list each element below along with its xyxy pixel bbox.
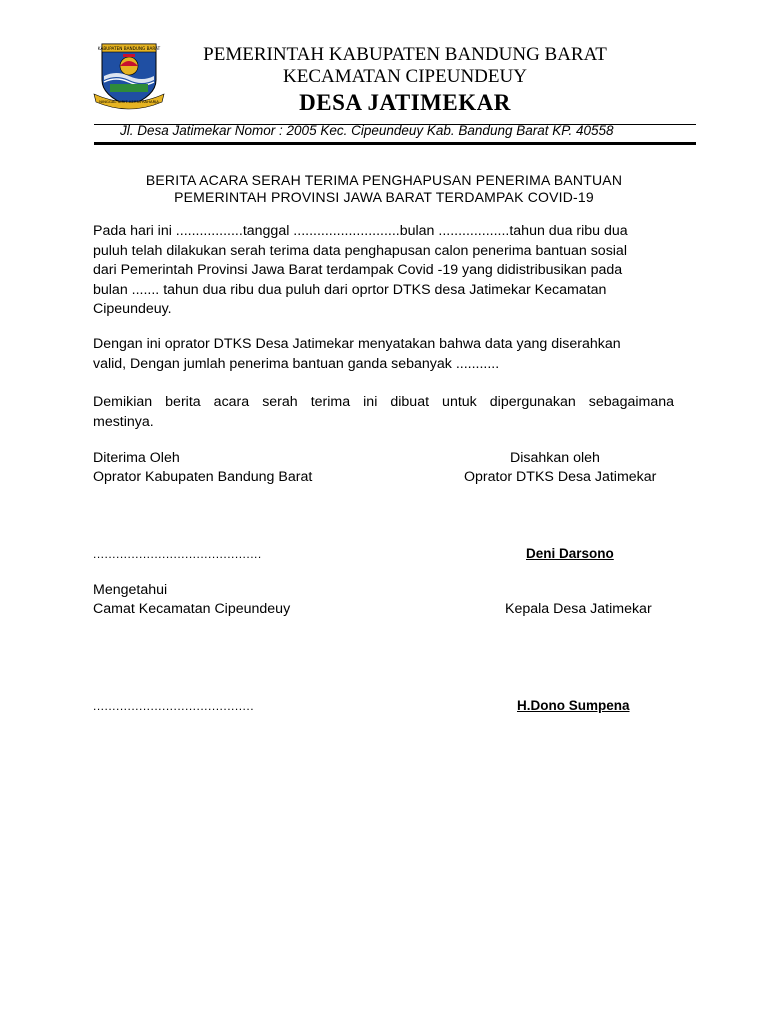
paragraph-3-line: mestinya. (93, 413, 154, 430)
paragraph-1-line: Pada hari ini .................tanggal ...........................bulan ..................tahun dua ribu dua (93, 223, 628, 239)
paragraph-3 (93, 393, 674, 432)
document-title-line-1: BERITA ACARA SERAH TERIMA PENGHAPUSAN PENERIMA BANTUAN (145, 172, 623, 188)
approved-by-role: Oprator DTKS Desa Jatimekar (464, 469, 657, 485)
paragraph-1-line: bulan ....... tahun dua ribu dua puluh dari oprtor DTKS desa Jatimekar Kecamatan (93, 281, 607, 298)
svg-text:KABUPATEN BANDUNG BARAT: KABUPATEN BANDUNG BARAT (97, 46, 161, 51)
paragraph-1 (93, 222, 674, 320)
village-head-role: Kepala Desa Jatimekar (505, 601, 652, 617)
letterhead-district: KECAMATAN CIPEUNDEUY (283, 66, 527, 87)
letterhead-government: PEMERINTAH KABUPATEN BANDUNG BARAT (203, 44, 607, 65)
signatory-name-2: H.Dono Sumpena (517, 698, 630, 713)
letterhead-village: DESA JATIMEKAR (299, 90, 511, 115)
camat-role: Camat Kecamatan Cipeundeuy (93, 601, 291, 617)
approved-by-label: Disahkan oleh (510, 450, 600, 466)
paragraph-1-line: dari Pemerintah Provinsi Jawa Barat terdampak Covid -19 yang didistribusikan pada (93, 262, 623, 278)
svg-text:NINGGAL NIRIT KERTA RAHARJA: NINGGAL NIRIT KERTA RAHARJA (99, 99, 159, 104)
letterhead-address: Jl. Desa Jatimekar Nomor : 2005 Kec. Cipeundeuy Kab. Bandung Barat KP. 40558 (120, 123, 614, 138)
paragraph-3-line: Demikian berita acara serah terima ini dibuat untuk dipergunakan sebagaimana (93, 394, 674, 410)
received-by-label: Diterima Oleh (93, 450, 180, 466)
paragraph-2-line: valid, Dengan jumlah penerima bantuan ganda sebanyak ........... (93, 355, 500, 372)
paragraph-2-line: Dengan ini oprator DTKS Desa Jatimekar menyatakan bahwa data yang diserahkan (93, 336, 621, 352)
acknowledged-label: Mengetahui (93, 582, 168, 598)
paragraph-2 (93, 335, 674, 374)
paragraph-1-line: puluh telah dilakukan serah terima data penghapusan calon penerima bantuan sosial (93, 242, 627, 259)
paragraph-1-line: Cipeundeuy. (93, 301, 172, 317)
document-title-line-2: PEMERINTAH PROVINSI JAWA BARAT TERDAMPAK COVID-19 (174, 189, 594, 205)
letterhead-divider-thick (94, 142, 696, 145)
signature-line-left-2: .......................................... (93, 699, 255, 713)
signatory-name-1: Deni Darsono (526, 546, 614, 561)
received-by-role: Oprator Kabupaten Bandung Barat (93, 469, 313, 485)
signature-line-left-1: ............................................ (93, 547, 262, 561)
